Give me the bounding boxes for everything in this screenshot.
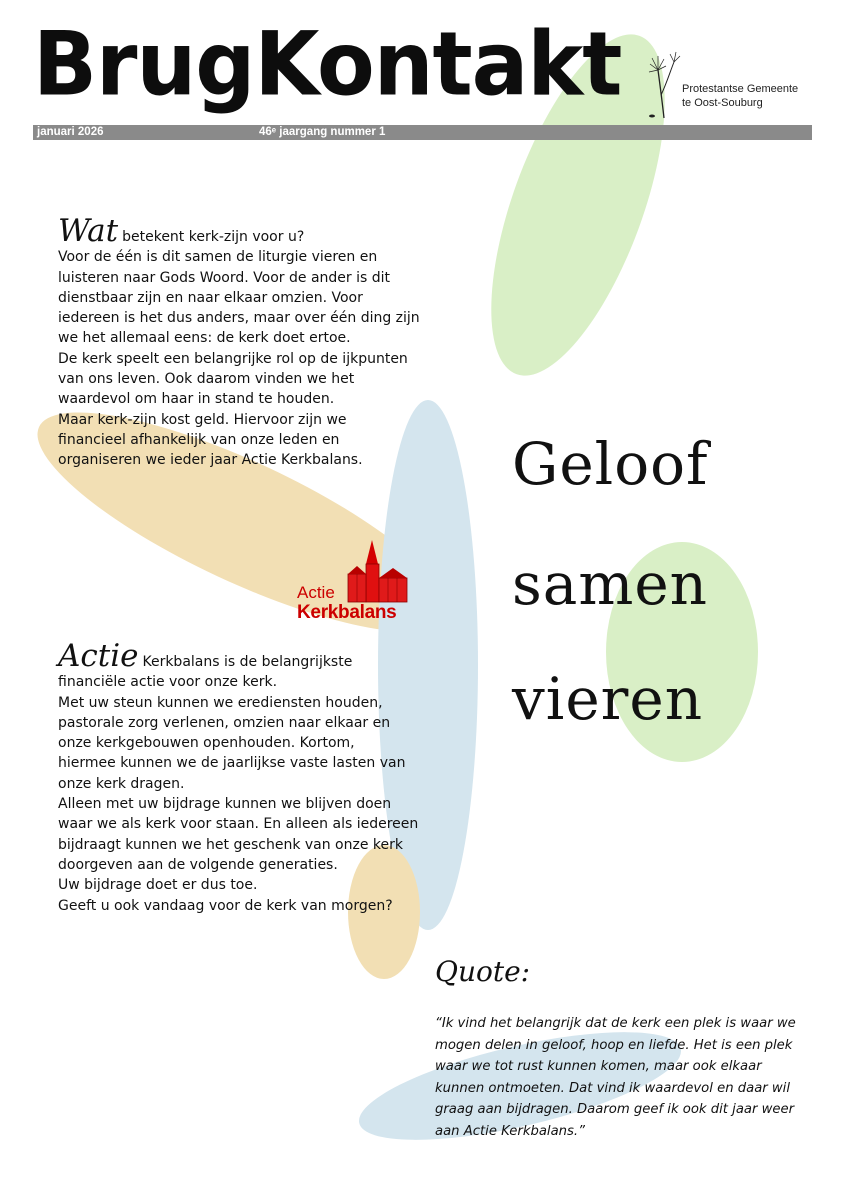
- quote-line: waar we tot rust kunnen komen, maar ook elkaar: [435, 1059, 762, 1074]
- lead-word: Wat: [58, 213, 119, 249]
- article-line: onze kerkgebouwen openhouden. Kortom,: [58, 735, 355, 752]
- article-line: pastorale zorg verlenen, omzien naar elkaar en: [58, 714, 391, 731]
- article-line: van ons leven. Ook daarom vinden we het: [58, 371, 355, 388]
- article-line: luisteren naar Gods Woord. Voor de ander is dit: [58, 269, 391, 286]
- issue-number: 46ᵉ jaargang nummer 1: [259, 126, 386, 138]
- dandelion-logo-icon: [646, 50, 682, 120]
- line-text: betekent kerk-zijn voor u?: [122, 229, 305, 245]
- article-line: hiermee kunnen we de jaarlijkse vaste lasten van: [58, 755, 406, 772]
- quote-line: aan Actie Kerkbalans.”: [435, 1123, 585, 1139]
- article-actie-kerkbalans: [58, 638, 419, 916]
- issue-date: januari 2026: [37, 126, 104, 138]
- article-line: we het allemaal eens: de kerk doet ertoe.: [58, 330, 351, 347]
- quote-line: “Ik vind het belangrijk dat de kerk een plek is waar we: [435, 1016, 796, 1031]
- line-text: Kerkbalans is de belangrijkste: [142, 654, 353, 670]
- article-line: Alleen met uw bijdrage kunnen we blijven doen: [58, 796, 392, 813]
- article-line: organiseren we ieder jaar Actie Kerkbalans.: [58, 452, 363, 469]
- article-line: [58, 638, 418, 674]
- article-line: Voor de één is dit samen de liturgie vieren en: [58, 249, 378, 266]
- article-line: Uw bijdrage doet er dus toe.: [58, 877, 258, 894]
- quote-title: Quote:: [435, 955, 531, 988]
- logo-kerkbalans-text: Kerkbalans: [297, 602, 397, 623]
- article-line: bijdraagt kunnen we het geschenk van onze kerk: [58, 836, 403, 853]
- headline-line-2: samen: [512, 550, 709, 618]
- issue-band: [33, 125, 812, 140]
- article-line: waar we als kerk voor staan. En alleen als iedereen: [58, 816, 419, 833]
- headline-line-3: vieren: [512, 665, 704, 733]
- article-line: waardevol om haar in stand te houden.: [58, 391, 335, 408]
- article-what-church-means: [58, 213, 420, 471]
- article-line: De kerk speelt een belangrijke rol op de ijkpunten: [58, 350, 408, 367]
- article-line: Geeft u ook vandaag voor de kerk van morgen?: [58, 897, 393, 914]
- article-line: Maar kerk-zijn kost geld. Hiervoor zijn we: [58, 411, 347, 428]
- quote-line: graag aan bijdragen. Daarom geef ik ook dit jaar weer: [435, 1102, 795, 1117]
- quote-line: kunnen ontmoeten. Dat vind ik waardevol en daar wil: [435, 1080, 791, 1096]
- article-line: onze kerk dragen.: [58, 775, 185, 792]
- article-line: dienstbaar zijn en naar elkaar omzien. Voor: [58, 289, 363, 306]
- article-line: financieel afhankelijk van onze leden en: [58, 431, 340, 448]
- org-line-1: Protestantse Gemeente: [682, 83, 799, 95]
- headline-line-1: Geloof: [512, 430, 709, 498]
- organization-name: [682, 82, 798, 110]
- logo-actie-text: Actie: [297, 583, 335, 602]
- masthead-title: BrugKontakt: [33, 12, 622, 116]
- article-line: doorgeven aan de volgende generaties.: [58, 856, 338, 873]
- article-line: financiële actie voor onze kerk.: [58, 674, 278, 691]
- quote-text: [435, 1013, 796, 1142]
- article-line: iedereen is het dus anders, maar over één ding zijn: [58, 310, 420, 327]
- lead-word: Actie: [58, 638, 139, 674]
- article-line: [58, 213, 420, 249]
- quote-line: mogen delen in geloof, hoop en liefde. Het is een plek: [435, 1037, 793, 1053]
- church-building-icon: [346, 538, 412, 606]
- article-line: Met uw steun kunnen we erediensten houden,: [58, 694, 383, 711]
- org-line-2: te Oost-Souburg: [682, 97, 763, 109]
